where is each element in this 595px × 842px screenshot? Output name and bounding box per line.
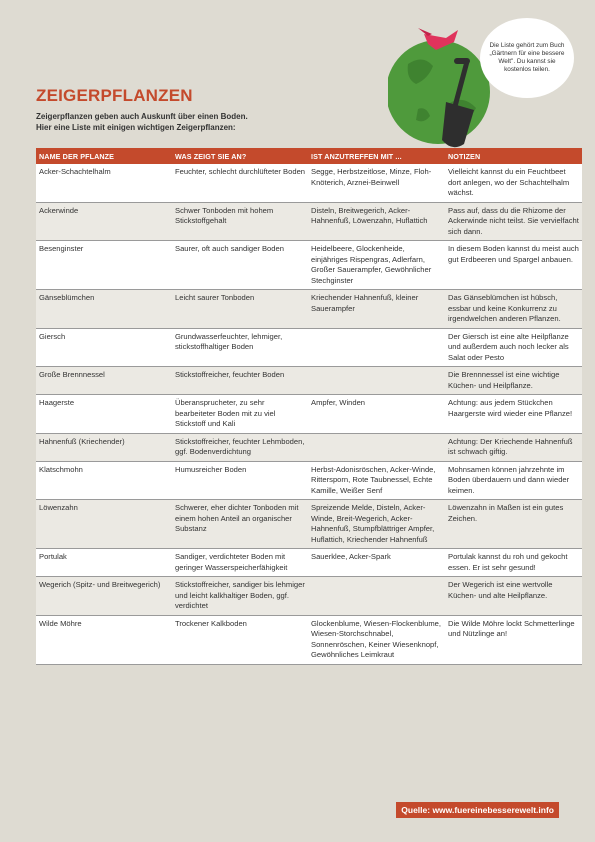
cell-notes: Die Wilde Möhre lockt Schmetterlinge und Nützlinge an! (445, 615, 582, 664)
cell-companions: Disteln, Breitwegerich, Acker-Hahnenfuß, Löwenzahn, Huflattich (308, 202, 445, 241)
cell-indication: Überansprucheter, zu sehr bearbeiteter Boden mit zu viel Stickstoff und Kali (172, 395, 308, 434)
column-header-name: NAME DER PFLANZE (36, 148, 172, 164)
cell-companions: Sauerklee, Acker-Spark (308, 549, 445, 577)
table-row (36, 615, 582, 664)
cell-companions: Glockenblume, Wiesen-Flockenblume, Wiesen-Storchschnabel, Sonnenröschen, Keiner Wiesenknopf, Gewöhnliches Leimkraut (308, 615, 445, 664)
cell-indication: Sandiger, verdichteter Boden mit geringer Wasserspeicherfähigkeit (172, 549, 308, 577)
cell-companions: Segge, Herbstzeitlose, Minze, Floh-Knöterich, Arznei-Beinwell (308, 164, 445, 202)
table-row (36, 500, 582, 549)
cell-plant: Hahnenfuß (Kriechender) (36, 433, 172, 461)
column-header-indication: WAS ZEIGT SIE AN? (172, 148, 308, 164)
cell-plant: Löwenzahn (36, 500, 172, 549)
cell-notes: In diesem Boden kannst du meist auch gut Erdbeeren und Spargel anbauen. (445, 241, 582, 290)
cell-plant: Haagerste (36, 395, 172, 434)
cell-companions: Ampfer, Winden (308, 395, 445, 434)
cell-notes: Vielleicht kannst du ein Feuchtbeet dort anlegen, wo der Schachtelhalm wächst. (445, 164, 582, 202)
cell-companions (308, 367, 445, 395)
cell-notes: Der Wegerich ist eine wertvolle Küchen- und alte Heilpflanze. (445, 577, 582, 616)
globe-icon (388, 40, 490, 144)
cell-notes: Portulak kannst du roh und gekocht essen. Er ist sehr gesund! (445, 549, 582, 577)
table-row (36, 241, 582, 290)
table-row (36, 328, 582, 367)
cell-plant: Wilde Möhre (36, 615, 172, 664)
table-row (36, 577, 582, 616)
cell-indication: Schwer Tonboden mit hohem Stickstoffgehalt (172, 202, 308, 241)
cell-plant: Giersch (36, 328, 172, 367)
cell-plant: Klatschmohn (36, 461, 172, 500)
cell-companions (308, 577, 445, 616)
cell-notes: Achtung: aus jedem Stückchen Haargerste wird wieder eine Pflanze! (445, 395, 582, 434)
source-link[interactable]: Quelle: www.fuereinebesserewelt.info (396, 802, 559, 818)
cell-notes: Löwenzahn in Maßen ist ein gutes Zeichen. (445, 500, 582, 549)
cell-notes: Der Giersch ist eine alte Heilpflanze und außerdem auch noch lecker als Salat oder Pesto (445, 328, 582, 367)
cell-companions (308, 328, 445, 367)
cell-notes: Das Gänseblümchen ist hübsch, essbar und keine Konkurrenz zu irgendwelchen anderen Pflanzen. (445, 290, 582, 329)
intro-line-1: Zeigerpflanzen geben auch Auskunft über einen Boden. (36, 112, 248, 121)
cell-notes: Mohnsamen können jahrzehnte im Boden überdauern und dann wieder keimen. (445, 461, 582, 500)
cell-notes: Achtung: Der Kriechende Hahnenfuß ist schwach giftig. (445, 433, 582, 461)
cell-companions: Herbst-Adonisröschen, Acker-Winde, Rittersporn, Rote Taubnessel, Echte Kamille, Weißer Senf (308, 461, 445, 500)
table-header-row (36, 148, 582, 164)
intro-text (36, 112, 376, 133)
intro-line-2: Hier eine Liste mit einigen wichtigen Zeigerpflanzen: (36, 122, 236, 132)
cell-indication: Stickstoffreicher, feuchter Lehmboden, ggf. Bodenverdichtung (172, 433, 308, 461)
table-row (36, 549, 582, 577)
table-row (36, 290, 582, 329)
cell-companions: Kriechender Hahnenfuß, kleiner Sauerampfer (308, 290, 445, 329)
cell-indication: Feuchter, schlecht durchlüfteter Boden (172, 164, 308, 202)
cell-indication: Humusreicher Boden (172, 461, 308, 500)
cell-plant: Portulak (36, 549, 172, 577)
cell-companions: Heidelbeere, Glockenheide, einjähriges Rispengras, Adlerfarn, Großer Sauerampfer, Gewöhnlicher Stechginster (308, 241, 445, 290)
cell-notes: Die Brennnessel ist eine wichtige Küchen- und Heilpflanze. (445, 367, 582, 395)
cell-plant: Wegerich (Spitz- und Breitwegerich) (36, 577, 172, 616)
column-header-companions: IST ANZUTREFFEN MIT ... (308, 148, 445, 164)
cell-indication: Stickstoffreicher, feuchter Boden (172, 367, 308, 395)
cell-indication: Stickstoffreicher, sandiger bis lehmiger und leicht kalkhaltiger Boden, ggf. verdichtet (172, 577, 308, 616)
cell-plant: Besenginster (36, 241, 172, 290)
cell-plant: Große Brennnessel (36, 367, 172, 395)
table-row (36, 164, 582, 202)
cell-plant: Gänseblümchen (36, 290, 172, 329)
column-header-notes: NOTIZEN (445, 148, 582, 164)
cell-companions (308, 433, 445, 461)
table-row (36, 367, 582, 395)
table-row (36, 202, 582, 241)
cell-plant: Acker-Schachtelhalm (36, 164, 172, 202)
cell-notes: Pass auf, dass du die Rhizome der Ackerwinde nicht teilst. Sie vervielfacht sich dann. (445, 202, 582, 241)
speech-bubble: Die Liste gehört zum Buch „Gärtnern für eine bessere Welt". Du kannst sie kostenlos teilen. (480, 18, 574, 98)
cell-companions: Spreizende Melde, Disteln, Acker-Winde, Breit-Wegerich, Acker-Hahnenfuß, Stumpfblättriger Ampfer, Huflattich, Kriechender Hahnenfuß (308, 500, 445, 549)
cell-indication: Schwerer, eher dichter Tonboden mit einem hohen Anteil an organischer Substanz (172, 500, 308, 549)
cell-indication: Leicht saurer Tonboden (172, 290, 308, 329)
cell-indication: Saurer, oft auch sandiger Boden (172, 241, 308, 290)
table-row (36, 461, 582, 500)
cell-indication: Grundwasserfeuchter, lehmiger, stickstoffhaltiger Boden (172, 328, 308, 367)
page-title: ZEIGERPFLANZEN (36, 86, 193, 105)
cell-indication: Trockener Kalkboden (172, 615, 308, 664)
zeigerpflanzen-table (36, 148, 582, 665)
table-row (36, 433, 582, 461)
cell-plant: Ackerwinde (36, 202, 172, 241)
table-row (36, 395, 582, 434)
